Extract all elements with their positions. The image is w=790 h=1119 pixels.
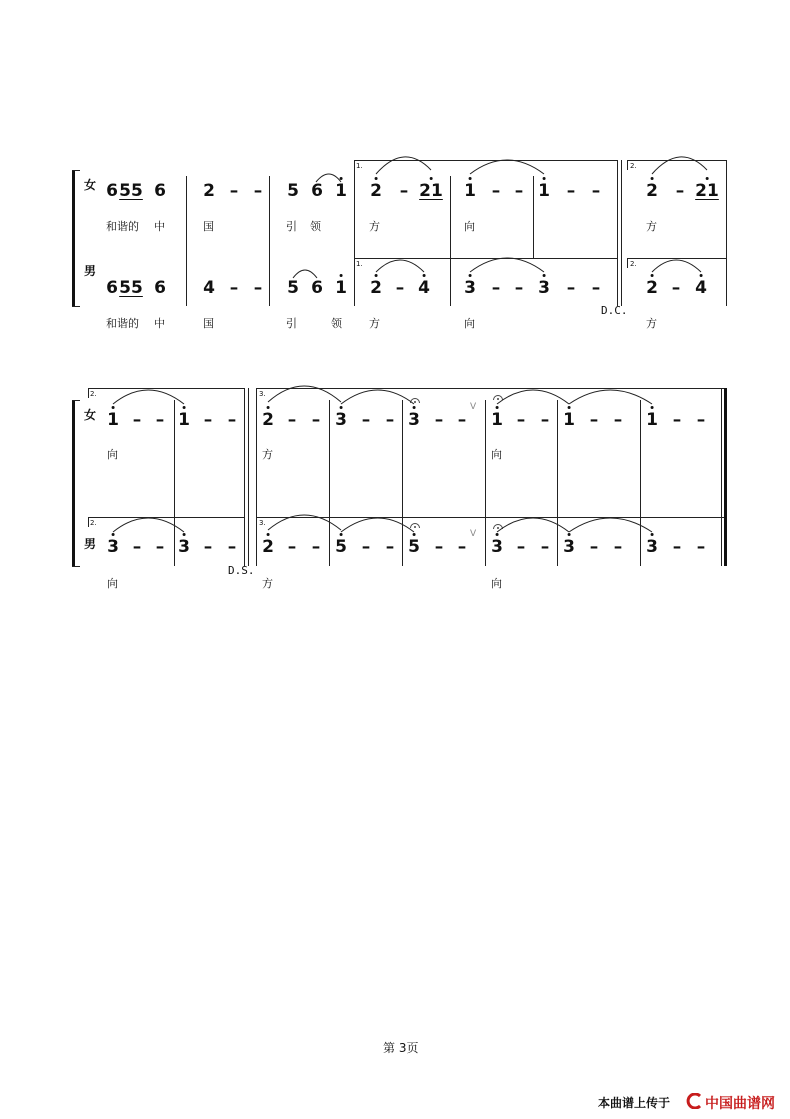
note: 2 bbox=[370, 278, 382, 298]
note-dash: – bbox=[434, 537, 444, 557]
site-logo-text: 中国曲谱网 bbox=[705, 1096, 775, 1112]
tie-arc bbox=[652, 157, 707, 174]
tie-arc bbox=[376, 260, 424, 272]
note-dash: – bbox=[672, 410, 682, 430]
tie-arc bbox=[569, 518, 652, 532]
note-dash: – bbox=[253, 278, 263, 298]
volta-label: 2. bbox=[630, 260, 637, 268]
tie-arc bbox=[470, 258, 544, 272]
lyric: 引 bbox=[286, 317, 297, 330]
note-dash: – bbox=[434, 410, 444, 430]
volta-label: 2. bbox=[630, 162, 637, 170]
tie-arc bbox=[376, 157, 431, 174]
note-dash: – bbox=[227, 537, 237, 557]
note: 6 bbox=[106, 181, 118, 201]
note-dash: – bbox=[671, 278, 681, 298]
note: 1 bbox=[646, 410, 658, 430]
lyric: 领 bbox=[331, 317, 342, 330]
tie-arc bbox=[293, 270, 317, 278]
volta-label: 3. bbox=[259, 519, 266, 527]
note-dash: – bbox=[589, 537, 599, 557]
note: 55 bbox=[119, 278, 143, 298]
note-dash: – bbox=[132, 537, 142, 557]
note: 3 bbox=[408, 410, 420, 430]
lyric: 引 bbox=[286, 220, 297, 233]
ds-mark: D.S. bbox=[228, 564, 255, 577]
volta-label: 2. bbox=[90, 519, 97, 527]
note: 2 bbox=[262, 410, 274, 430]
note-dash: – bbox=[566, 278, 576, 298]
tie-arc bbox=[569, 390, 652, 404]
note: 5 bbox=[335, 537, 347, 557]
note: 3 bbox=[538, 278, 550, 298]
note-dash: – bbox=[203, 410, 213, 430]
lyric: 领 bbox=[310, 220, 321, 233]
note-dash: – bbox=[399, 181, 409, 201]
lyric: 向 bbox=[491, 448, 502, 461]
uploader-text: 本曲谱上传于 bbox=[598, 1096, 671, 1110]
note-dash: – bbox=[227, 410, 237, 430]
note: 6 bbox=[311, 278, 323, 298]
part-label-female: 女 bbox=[84, 408, 97, 422]
note-dash: – bbox=[155, 537, 165, 557]
note: 2 bbox=[646, 181, 658, 201]
note: 3 bbox=[491, 537, 503, 557]
note-dash: – bbox=[311, 410, 321, 430]
note-dash: – bbox=[540, 410, 550, 430]
note-dash: – bbox=[385, 537, 395, 557]
note-dash: – bbox=[491, 278, 501, 298]
note-dash: – bbox=[613, 537, 623, 557]
note-dash: – bbox=[696, 537, 706, 557]
part-label-male: 男 bbox=[84, 537, 97, 551]
lyric: 方 bbox=[369, 317, 380, 330]
note-dash: – bbox=[491, 181, 501, 201]
note-dash: – bbox=[311, 537, 321, 557]
note: 4 bbox=[695, 278, 707, 298]
note-dash: – bbox=[672, 537, 682, 557]
note: 1 bbox=[538, 181, 550, 201]
lyric: 中 bbox=[154, 317, 165, 330]
part-label-male: 男 bbox=[84, 264, 97, 278]
note-dash: – bbox=[540, 537, 550, 557]
note-dash: – bbox=[696, 410, 706, 430]
note: 21 bbox=[419, 181, 443, 201]
note-dash: – bbox=[253, 181, 263, 201]
note: 3 bbox=[178, 537, 190, 557]
lyric: 向 bbox=[464, 220, 475, 233]
lyric: 方 bbox=[262, 577, 273, 590]
note: 1 bbox=[335, 278, 347, 298]
note: 6 bbox=[311, 181, 323, 201]
lyric: 和谐的 bbox=[106, 220, 139, 233]
note-dash: – bbox=[155, 410, 165, 430]
tie-arc bbox=[341, 390, 414, 404]
tie-arc bbox=[268, 515, 341, 530]
note-dash: – bbox=[132, 410, 142, 430]
note-dash: – bbox=[589, 410, 599, 430]
note: 2 bbox=[262, 537, 274, 557]
note: 3 bbox=[107, 537, 119, 557]
note-dash: – bbox=[566, 181, 576, 201]
note: 5 bbox=[408, 537, 420, 557]
note: 2 bbox=[370, 181, 382, 201]
note: 6 bbox=[154, 181, 166, 201]
tie-arc bbox=[316, 174, 341, 182]
note: 55 bbox=[119, 181, 143, 201]
breath-mark: V bbox=[470, 529, 477, 539]
lyric: 向 bbox=[491, 577, 502, 590]
note: 1 bbox=[563, 410, 575, 430]
volta-label: 1. bbox=[356, 260, 363, 268]
note: 1 bbox=[491, 410, 503, 430]
note: 3 bbox=[563, 537, 575, 557]
part-label-female: 女 bbox=[84, 178, 97, 192]
lyric: 方 bbox=[646, 317, 657, 330]
note-dash: – bbox=[675, 181, 685, 201]
note-dash: – bbox=[361, 537, 371, 557]
breath-mark: V bbox=[470, 402, 477, 412]
note: 2 bbox=[646, 278, 658, 298]
tie-arc bbox=[113, 518, 184, 532]
note-dash: – bbox=[591, 278, 601, 298]
note-dash: – bbox=[516, 410, 526, 430]
tie-arc bbox=[497, 518, 569, 532]
site-logo-icon bbox=[686, 1093, 704, 1109]
note: 5 bbox=[287, 181, 299, 201]
volta-label: 1. bbox=[356, 162, 363, 170]
lyric: 方 bbox=[262, 448, 273, 461]
tie-arc bbox=[268, 386, 341, 402]
note-dash: – bbox=[514, 181, 524, 201]
note-dash: – bbox=[203, 537, 213, 557]
dc-mark: D.C. bbox=[601, 304, 628, 317]
lyric: 中 bbox=[154, 220, 165, 233]
note-dash: – bbox=[361, 410, 371, 430]
tie-arc bbox=[341, 518, 414, 532]
note-dash: – bbox=[613, 410, 623, 430]
note-dash: – bbox=[457, 537, 467, 557]
note: 4 bbox=[203, 278, 215, 298]
note: 1 bbox=[335, 181, 347, 201]
note-dash: – bbox=[287, 537, 297, 557]
lyric: 国 bbox=[203, 317, 214, 330]
note: 6 bbox=[154, 278, 166, 298]
note-dash: – bbox=[514, 278, 524, 298]
volta-label: 2. bbox=[90, 390, 97, 398]
note: 21 bbox=[695, 181, 719, 201]
tie-arc bbox=[497, 390, 569, 404]
note: 1 bbox=[107, 410, 119, 430]
note: 6 bbox=[106, 278, 118, 298]
page-number: 第 3页 bbox=[383, 1041, 419, 1055]
note: 3 bbox=[464, 278, 476, 298]
note-dash: – bbox=[516, 537, 526, 557]
note-dash: – bbox=[229, 278, 239, 298]
note-dash: – bbox=[457, 410, 467, 430]
note: 1 bbox=[464, 181, 476, 201]
lyric: 向 bbox=[107, 577, 118, 590]
lyric: 和谐的 bbox=[106, 317, 139, 330]
note-dash: – bbox=[287, 410, 297, 430]
note-dash: – bbox=[395, 278, 405, 298]
lyric: 国 bbox=[203, 220, 214, 233]
lyric: 方 bbox=[646, 220, 657, 233]
note: 5 bbox=[287, 278, 299, 298]
note-dash: – bbox=[591, 181, 601, 201]
note: 2 bbox=[203, 181, 215, 201]
lyric: 向 bbox=[464, 317, 475, 330]
tie-arc bbox=[113, 390, 184, 404]
tie-arc bbox=[470, 160, 544, 174]
note: 3 bbox=[646, 537, 658, 557]
lyric: 向 bbox=[107, 448, 118, 461]
note: 4 bbox=[418, 278, 430, 298]
lyric: 方 bbox=[369, 220, 380, 233]
volta-label: 3. bbox=[259, 390, 266, 398]
note: 1 bbox=[178, 410, 190, 430]
note-dash: – bbox=[229, 181, 239, 201]
note-dash: – bbox=[385, 410, 395, 430]
note: 3 bbox=[335, 410, 347, 430]
tie-arc bbox=[652, 260, 701, 272]
